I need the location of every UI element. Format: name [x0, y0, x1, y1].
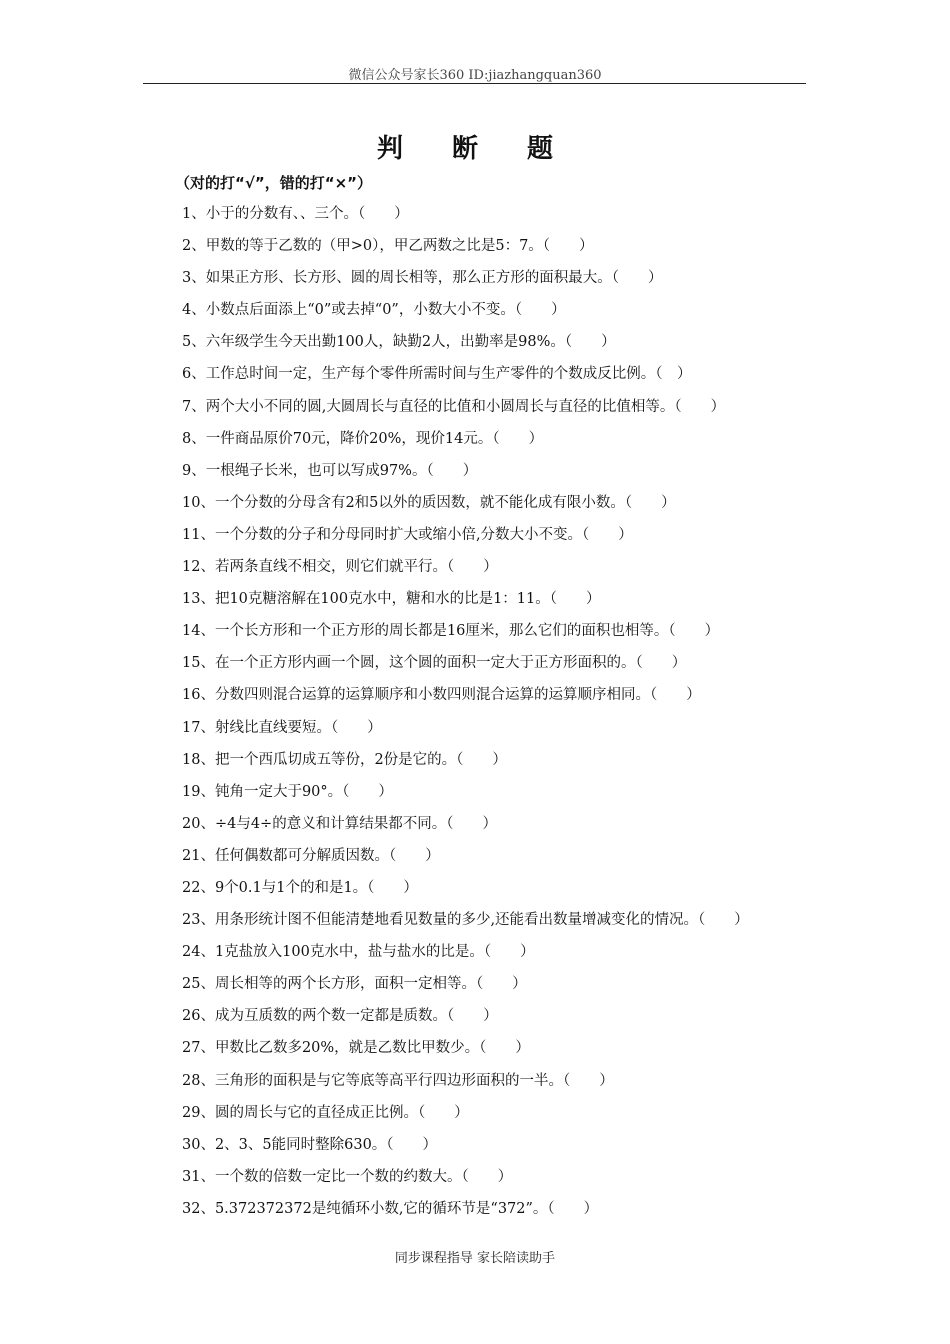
question-item: 21、任何偶数都可分解质因数。（ ）: [182, 847, 440, 864]
question-item: 10、一个分数的分母含有2和5以外的质因数，就不能化成有限小数。（ ）: [182, 494, 676, 511]
question-item: 4、小数点后面添上“0”或去掉“0”，小数大小不变。（ ）: [182, 302, 566, 319]
question-item: 27、甲数比乙数多20%，就是乙数比甲数少。（ ）: [182, 1040, 530, 1057]
question-item: 29、圆的周长与它的直径成正比例。（ ）: [182, 1104, 469, 1121]
question-item: 24、1克盐放入100克水中，盐与盐水的比是。（ ）: [182, 944, 535, 961]
question-item: 7、两个大小不同的圆,大圆周长与直径的比值和小圆周长与直径的比值相等。（ ）: [182, 398, 726, 415]
question-item: 2、甲数的等于乙数的（甲>0），甲乙两数之比是5：7。（ ）: [182, 238, 594, 255]
question-item: 22、9个0.1与1个的和是1。（ ）: [182, 879, 418, 896]
question-item: 17、射线比直线要短。（ ）: [182, 719, 382, 736]
question-item: 25、周长相等的两个长方形，面积一定相等。（ ）: [182, 976, 527, 993]
question-item: 30、2、3、5能同时整除630。（ ）: [182, 1136, 438, 1153]
question-item: 14、一个长方形和一个正方形的周长都是16厘米，那么它们的面积也相等。（ ）: [182, 623, 720, 640]
page-footer: 同步课程指导 家长陪读助手: [394, 1251, 556, 1266]
question-item: 13、把10克糖溶解在100克水中，糖和水的比是1：11。（ ）: [182, 591, 601, 608]
question-item: 3、如果正方形、长方形、圆的周长相等，那么正方形的面积最大。（ ）: [182, 270, 663, 287]
question-item: 12、若两条直线不相交，则它们就平行。（ ）: [182, 559, 498, 576]
question-item: 8、一件商品原价70元，降价20%，现价14元。（ ）: [182, 430, 544, 447]
question-item: 20、÷4与4÷的意义和计算结果都不同。（ ）: [182, 815, 497, 832]
question-item: 5、六年级学生今天出勤100人，缺勤2人，出勤率是98%。（ ）: [182, 334, 616, 351]
question-item: 23、用条形统计图不但能清楚地看见数量的多少,还能看出数量增减变化的情况。（ ）: [182, 912, 749, 929]
question-item: 32、5.372372372是纯循环小数,它的循环节是“372”。（ ）: [182, 1200, 599, 1217]
question-item: 6、工作总时间一定，生产每个零件所需时间与生产零件的个数成反比例。（ ）: [182, 366, 692, 383]
question-item: 1、小于的分数有、、三个。（ ）: [182, 206, 409, 222]
question-item: 15、在一个正方形内画一个圆，这个圆的面积一定大于正方形面积的。（ ）: [182, 655, 687, 672]
question-item: 16、分数四则混合运算的运算顺序和小数四则混合运算的运算顺序相同。（ ）: [182, 687, 701, 704]
question-list: [182, 198, 749, 1225]
question-item: 18、把一个西瓜切成五等份，2份是它的。（ ）: [182, 751, 507, 768]
question-item: 31、一个数的倍数一定比一个数的约数大。（ ）: [182, 1168, 513, 1185]
question-item: 11、一个分数的分子和分母同时扩大或缩小倍,分数大小不变。（ ）: [182, 526, 633, 543]
header-divider: [143, 83, 806, 84]
page-title: 判 断 题: [376, 134, 574, 164]
instruction-text: （对的打“√”，错的打“×”）: [175, 174, 373, 192]
question-item: 28、三角形的面积是与它等底等高平行四边形面积的一半。（ ）: [182, 1072, 614, 1089]
question-item: 26、成为互质数的两个数一定都是质数。（ ）: [182, 1008, 498, 1025]
question-item: 9、一根绳子长米，也可以写成97%。（ ）: [182, 462, 478, 479]
question-item: 19、钝角一定大于90°。（ ）: [182, 783, 393, 800]
page-header: 微信公众号家长360 ID:jiazhangquan360: [348, 68, 602, 83]
